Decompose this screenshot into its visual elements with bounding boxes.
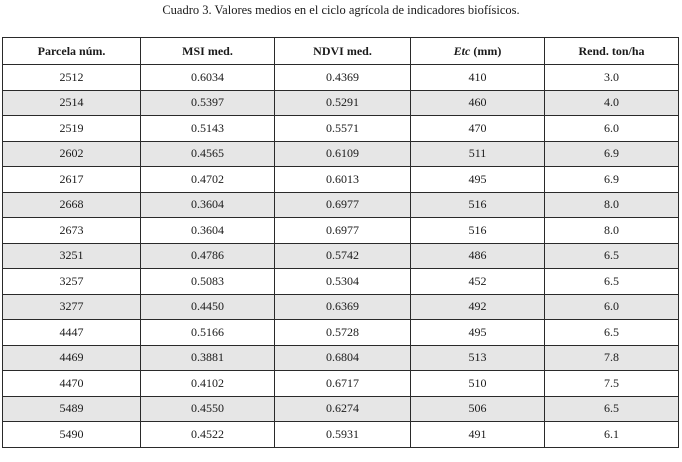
cell-ndvi: 0.6369 xyxy=(275,294,411,320)
header-etc xyxy=(411,38,545,65)
header-etc-unit: (mm) xyxy=(470,43,502,58)
table-row xyxy=(3,294,679,320)
header-parcela: Parcela núm. xyxy=(3,38,141,65)
header-etc-label: Etc xyxy=(453,43,471,58)
cell-msi: 0.3604 xyxy=(141,192,275,218)
header-rend: Rend. ton/ha xyxy=(545,38,679,65)
cell-msi: 0.4565 xyxy=(141,141,275,167)
header-row xyxy=(3,38,679,65)
cell-etc: 470 xyxy=(411,116,545,142)
cell-rend: 6.5 xyxy=(545,243,679,269)
cell-ndvi: 0.6977 xyxy=(275,192,411,218)
cell-ndvi: 0.5742 xyxy=(275,243,411,269)
cell-rend: 8.0 xyxy=(545,192,679,218)
cell-etc: 495 xyxy=(411,320,545,346)
table-header xyxy=(3,38,679,65)
cell-rend: 6.5 xyxy=(545,269,679,295)
data-table xyxy=(2,37,679,448)
cell-msi: 0.3604 xyxy=(141,218,275,244)
cell-ndvi: 0.6717 xyxy=(275,371,411,397)
cell-msi: 0.4550 xyxy=(141,396,275,422)
cell-ndvi: 0.6109 xyxy=(275,141,411,167)
cell-parcela: 4470 xyxy=(3,371,141,397)
table-row xyxy=(3,371,679,397)
cell-msi: 0.3881 xyxy=(141,345,275,371)
cell-ndvi: 0.6804 xyxy=(275,345,411,371)
cell-ndvi: 0.5728 xyxy=(275,320,411,346)
cell-etc: 491 xyxy=(411,422,545,448)
cell-parcela: 2512 xyxy=(3,65,141,91)
cell-ndvi: 0.6977 xyxy=(275,218,411,244)
table-caption: Cuadro 3. Valores medios en el ciclo agrícola de indicadores biofísicos. xyxy=(162,3,520,17)
cell-msi: 0.5083 xyxy=(141,269,275,295)
cell-ndvi: 0.5571 xyxy=(275,116,411,142)
table-row xyxy=(3,116,679,142)
cell-etc: 410 xyxy=(411,65,545,91)
table-row xyxy=(3,90,679,116)
header-ndvi: NDVI med. xyxy=(275,38,411,65)
cell-rend: 6.9 xyxy=(545,167,679,193)
table-row xyxy=(3,192,679,218)
table-row xyxy=(3,141,679,167)
table-row xyxy=(3,422,679,448)
cell-etc: 452 xyxy=(411,269,545,295)
cell-msi: 0.4702 xyxy=(141,167,275,193)
cell-ndvi: 0.6274 xyxy=(275,396,411,422)
table-body xyxy=(3,65,679,448)
cell-parcela: 5489 xyxy=(3,396,141,422)
cell-msi: 0.4102 xyxy=(141,371,275,397)
table-row xyxy=(3,65,679,91)
table-row xyxy=(3,218,679,244)
cell-etc: 513 xyxy=(411,345,545,371)
cell-etc: 516 xyxy=(411,218,545,244)
cell-ndvi: 0.5304 xyxy=(275,269,411,295)
cell-rend: 7.5 xyxy=(545,371,679,397)
cell-etc: 460 xyxy=(411,90,545,116)
cell-parcela: 2514 xyxy=(3,90,141,116)
cell-rend: 6.5 xyxy=(545,396,679,422)
cell-parcela: 2617 xyxy=(3,167,141,193)
cell-rend: 6.0 xyxy=(545,294,679,320)
cell-ndvi: 0.6013 xyxy=(275,167,411,193)
cell-rend: 6.0 xyxy=(545,116,679,142)
cell-ndvi: 0.5931 xyxy=(275,422,411,448)
cell-ndvi: 0.5291 xyxy=(275,90,411,116)
cell-parcela: 2673 xyxy=(3,218,141,244)
table-row xyxy=(3,167,679,193)
cell-rend: 4.0 xyxy=(545,90,679,116)
cell-msi: 0.5166 xyxy=(141,320,275,346)
cell-etc: 506 xyxy=(411,396,545,422)
cell-parcela: 4447 xyxy=(3,320,141,346)
cell-etc: 486 xyxy=(411,243,545,269)
table-row xyxy=(3,320,679,346)
cell-rend: 8.0 xyxy=(545,218,679,244)
table-container xyxy=(2,37,678,448)
cell-rend: 6.1 xyxy=(545,422,679,448)
table-row xyxy=(3,345,679,371)
cell-parcela: 4469 xyxy=(3,345,141,371)
cell-etc: 511 xyxy=(411,141,545,167)
cell-parcela: 2668 xyxy=(3,192,141,218)
cell-etc: 495 xyxy=(411,167,545,193)
cell-parcela: 3257 xyxy=(3,269,141,295)
cell-msi: 0.4786 xyxy=(141,243,275,269)
cell-rend: 3.0 xyxy=(545,65,679,91)
cell-rend: 6.5 xyxy=(545,320,679,346)
cell-ndvi: 0.4369 xyxy=(275,65,411,91)
cell-parcela: 3251 xyxy=(3,243,141,269)
cell-msi: 0.4450 xyxy=(141,294,275,320)
cell-etc: 516 xyxy=(411,192,545,218)
cell-msi: 0.6034 xyxy=(141,65,275,91)
cell-parcela: 3277 xyxy=(3,294,141,320)
cell-parcela: 2519 xyxy=(3,116,141,142)
cell-etc: 492 xyxy=(411,294,545,320)
table-row xyxy=(3,269,679,295)
table-row xyxy=(3,396,679,422)
cell-msi: 0.4522 xyxy=(141,422,275,448)
cell-rend: 6.9 xyxy=(545,141,679,167)
cell-msi: 0.5397 xyxy=(141,90,275,116)
cell-etc: 510 xyxy=(411,371,545,397)
cell-msi: 0.5143 xyxy=(141,116,275,142)
header-msi: MSI med. xyxy=(141,38,275,65)
cell-parcela: 2602 xyxy=(3,141,141,167)
cell-rend: 7.8 xyxy=(545,345,679,371)
table-row xyxy=(3,243,679,269)
cell-parcela: 5490 xyxy=(3,422,141,448)
